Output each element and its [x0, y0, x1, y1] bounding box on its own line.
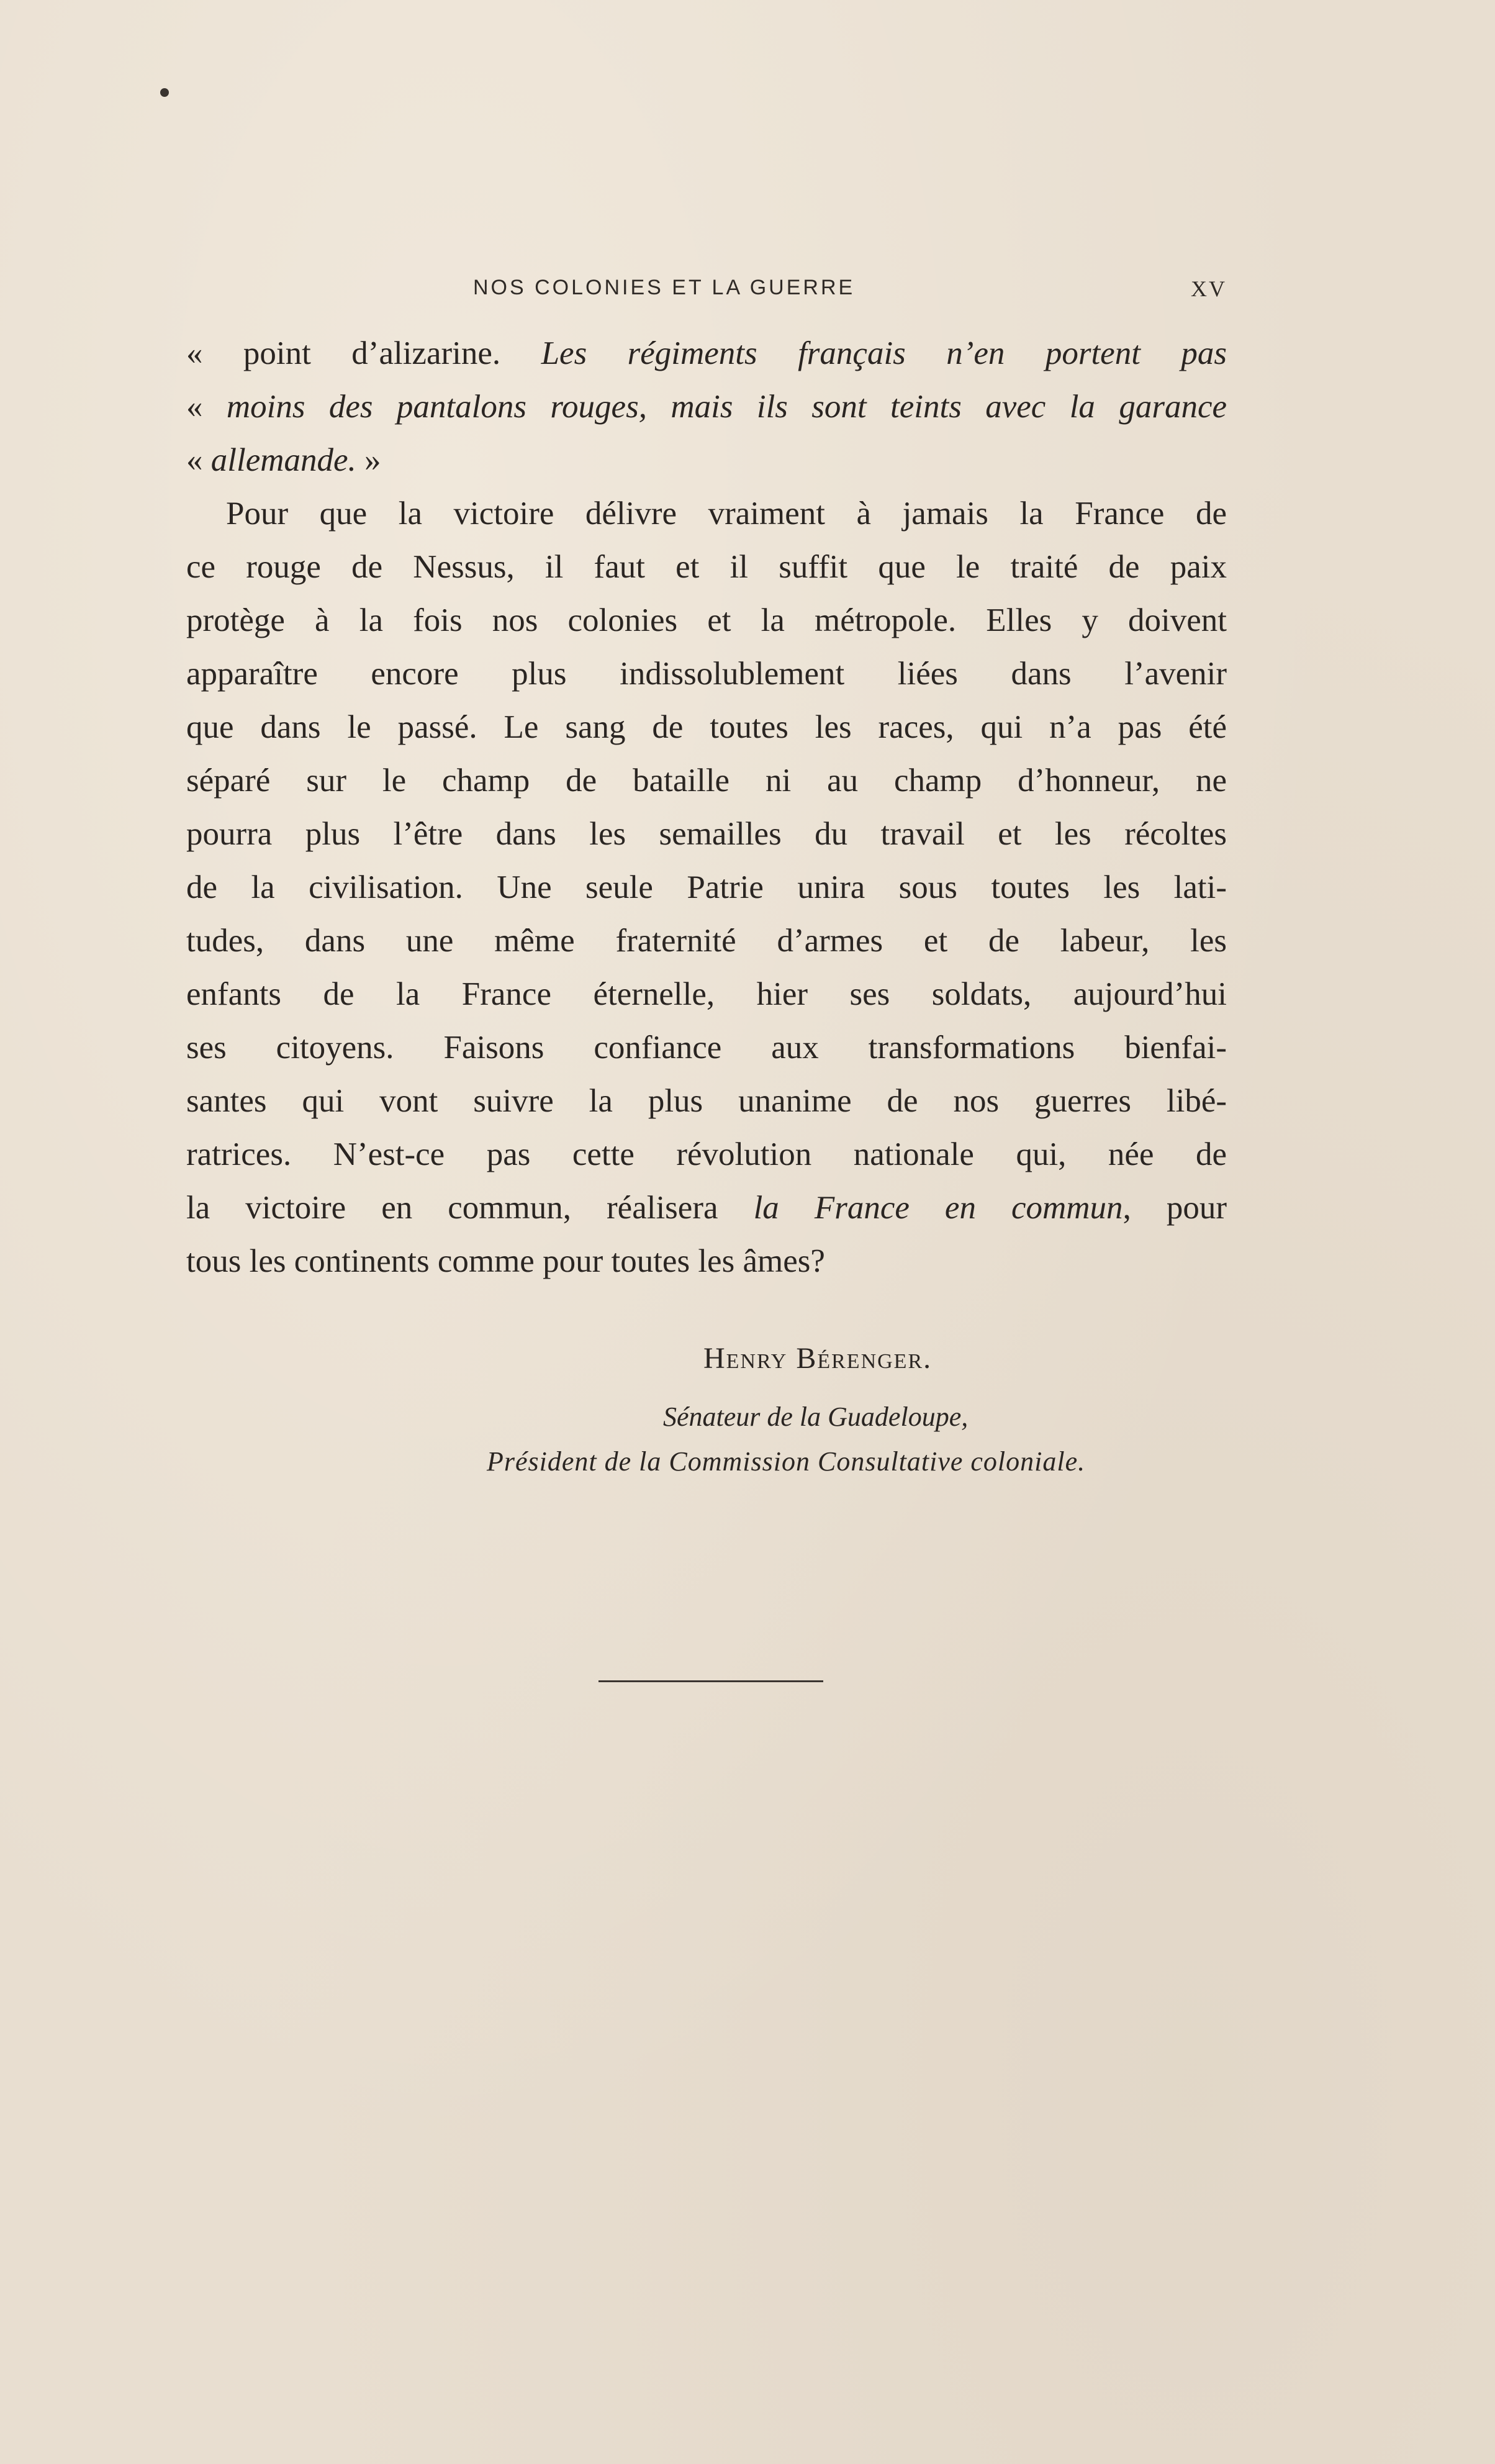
text-line: pourra plus l’être dans les semailles du travail et les récoltes [186, 816, 1227, 852]
text-line: Pour que la victoire délivre vraiment à jamais la France de [226, 496, 1227, 532]
section-divider [598, 1680, 823, 1682]
author-title-president: Président de la Commission Consultative coloniale. [487, 1446, 1086, 1477]
text-line: « allemande. » [186, 442, 381, 478]
page-number: XV [1191, 276, 1227, 301]
text-line: ratrices. N’est-ce pas cette révolution nationale qui, née de [186, 1136, 1227, 1172]
text-line: enfants de la France éternelle, hier ses soldats, aujourd’hui [186, 976, 1227, 1012]
running-header [186, 276, 1227, 307]
text-line: ses citoyens. Faisons confiance aux transformations bienfai- [186, 1030, 1227, 1066]
text-line: protège à la fois nos colonies et la métropole. Elles y doivent [186, 602, 1227, 638]
text-line: tudes, dans une même fraternité d’armes et de labeur, les [186, 923, 1227, 959]
running-header-title: NOS COLONIES ET LA GUERRE [473, 276, 856, 299]
text-line: que dans le passé. Le sang de toutes les races, qui n’a pas été [186, 709, 1227, 745]
text-line: santes qui vont suivre la plus unanime de nos guerres libé- [186, 1083, 1227, 1119]
text-line: ce rouge de Nessus, il faut et il suffit que le traité de paix [186, 549, 1227, 585]
text-line: « point d’alizarine. Les régiments français n’en portent pas [186, 335, 1227, 371]
author-title-senator: Sénateur de la Guadeloupe, [663, 1402, 969, 1432]
author-name: Henry Bérenger. [703, 1342, 933, 1375]
ink-speck [160, 88, 169, 97]
text-line: de la civilisation. Une seule Patrie unira sous toutes les lati- [186, 869, 1227, 905]
text-line: la victoire en commun, réalisera la France en commun, pour [186, 1190, 1227, 1226]
body-text [186, 327, 1227, 1288]
text-line: « moins des pantalons rouges, mais ils sont teints avec la garance [186, 389, 1227, 425]
text-line: tous les continents comme pour toutes les âmes? [186, 1243, 825, 1279]
text-line: séparé sur le champ de bataille ni au champ d’honneur, ne [186, 763, 1227, 799]
text-line: apparaître encore plus indissolublement liées dans l’avenir [186, 656, 1227, 692]
